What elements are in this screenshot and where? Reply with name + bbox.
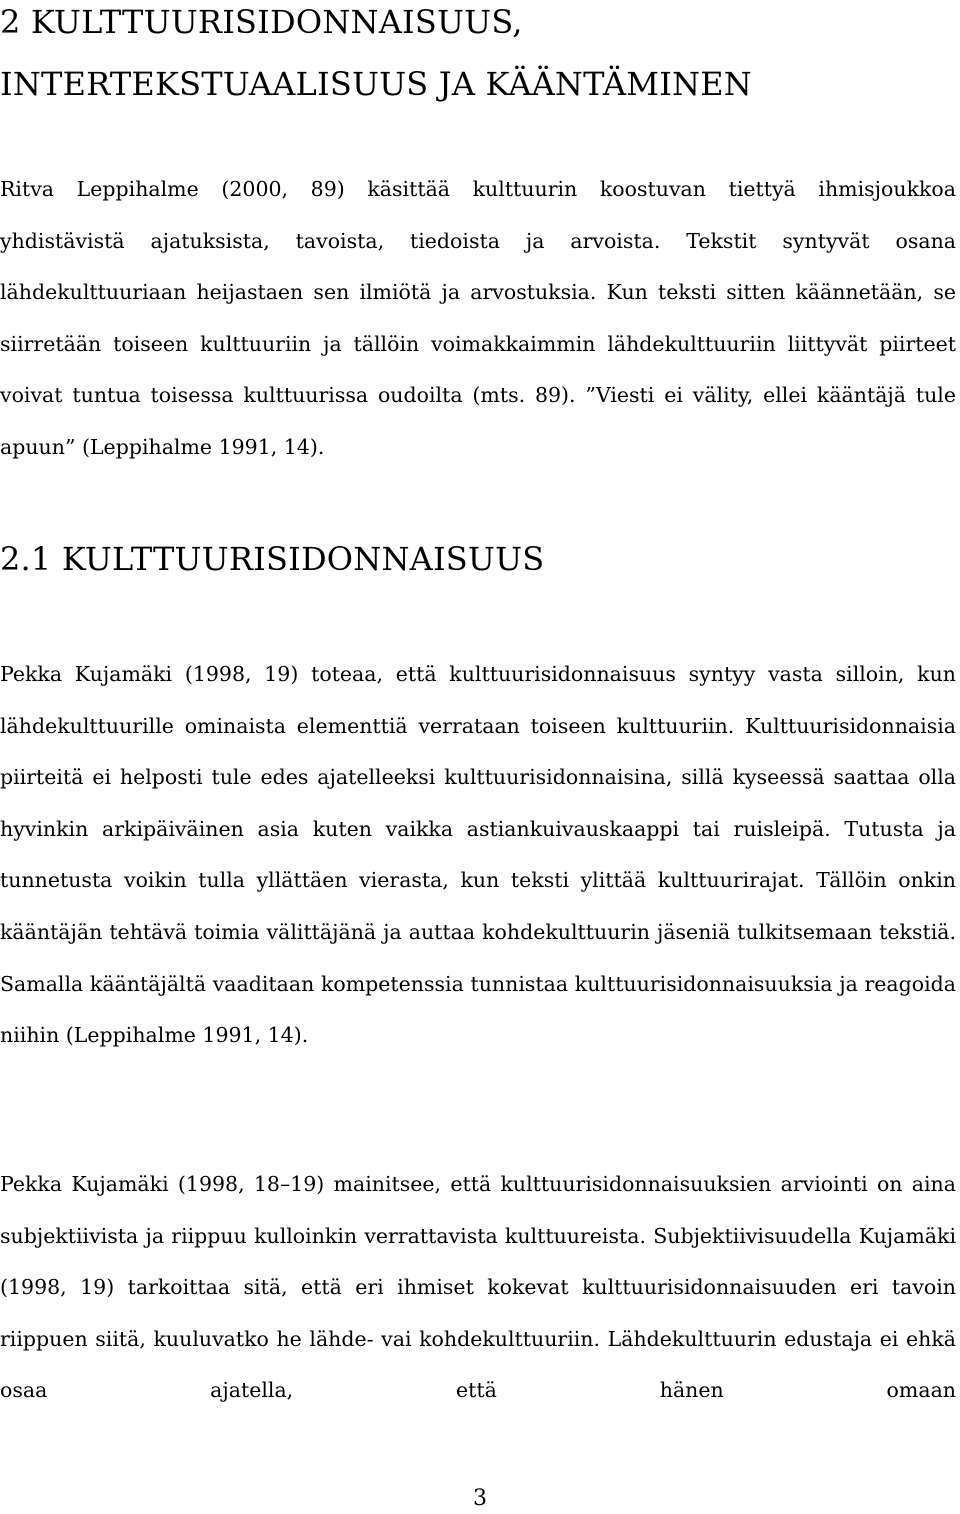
chapter-heading-line-1: 2 KULTTUURISIDONNAISUUS, <box>0 3 523 41</box>
section-heading: 2.1 KULTTUURISIDONNAISUUS <box>0 540 545 578</box>
chapter-heading-line-2: INTERTEKSTUAALISUUS JA KÄÄNTÄMINEN <box>0 65 753 103</box>
page-number: 3 <box>473 1486 487 1511</box>
paragraph-kujamaki-culture-bound: Pekka Kujamäki (1998, 19) toteaa, että kulttuurisidonnaisuus syntyy vasta silloin, kun lähdekulttuurille ominaista elementtiä verrataan toiseen kulttuuriin. Kulttuurisidonnaisia piirteitä ei helposti tule edes ajatelleeksi kulttuurisidonnaisina, sillä kyseessä saattaa olla hyvinkin arkipäiväinen asia kuten vaikka astiankuivauskaappi tai ruisleipä. Tutusta ja tunnetusta voikin tulla yllättäen vierasta, kun teksti ylittää kulttuurirajat. Tällöin onkin kääntäjän tehtävä toimia välittäjänä ja auttaa kohdekulttuurin jäseniä tulkitsemaan tekstiä. Samalla kääntäjältä vaaditaan kompetenssia tunnistaa kulttuurisidonnaisuuksia ja reagoida niihin (Leppihalme 1991, 14). <box>0 662 956 1048</box>
paragraph-subjectivity: Pekka Kujamäki (1998, 18–19) mainitsee, että kulttuurisidonnaisuuksien arviointi on aina subjektiivista ja riippuu kulloinkin verrattavista kulttuureista. Subjektiivisuudella Kujamäki (1998, 19) tarkoittaa sitä, että eri ihmiset kokevat kulttuurisidonnaisuuden eri tavoin riippuen siitä, kuuluvatko he lähde- vai kohdekulttuuriin. Lähdekulttuurin edustaja ei ehkä osaa ajatella, että hänen omaan <box>0 1172 956 1403</box>
paragraph-culture-definition: Ritva Leppihalme (2000, 89) käsittää kulttuurin koostuvan tiettyä ihmisjoukkoa yhdistävistä ajatuksista, tavoista, tiedoista ja arvoista. Tekstit syntyvät osana lähdekulttuuriaan heijastaen sen ilmiötä ja arvostuksia. Kun teksti sitten käännetään, se siirretään toiseen kulttuuriin ja tällöin voimakkaimmin lähdekulttuuriin liittyvät piirteet voivat tuntua toisessa kulttuurissa oudoilta (mts. 89). ”Viesti ei välity, ellei kääntäjä tule apuun” (Leppihalme 1991, 14). <box>0 177 956 459</box>
chapter-heading <box>0 0 960 115</box>
